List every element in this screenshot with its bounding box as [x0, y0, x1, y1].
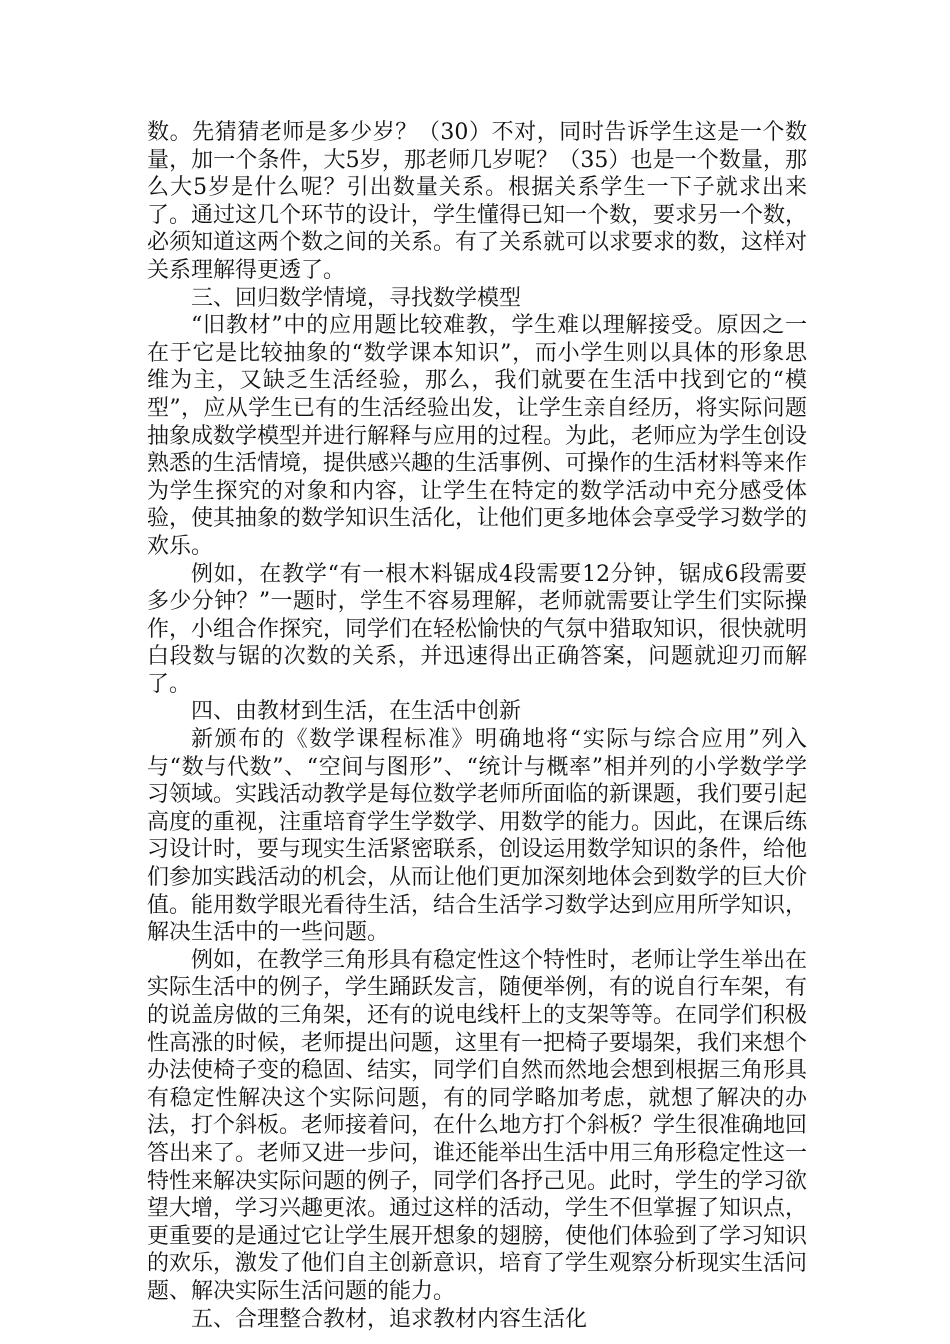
document-body — [147, 119, 807, 1333]
section-heading-5: 五、合理整合教材，追求教材内容生活化 — [191, 1306, 588, 1332]
paragraph: 例如，在教学三角形具有稳定性这个特性时，老师让学生举出在实际生活中的例子，学生踊跃发言，随便举例，有的说自行车架，有的说盖房做的三角架，还有的说电线杆上的支架等等。在同学们积极性高涨的时候，老师提出问题，这里有一把椅子要塌架，我们来想个办法使椅子变的稳固、结实，同学们自然而然地会想到根据三角形具有稳定性解决这个实际问题，有的同学略加考虑，就想了解决的办法，打个斜板。老师接着问，在什么地方打个斜板？学生很准确地回答出来了。老师又进一步问，谁还能举出生活中用三角形稳定性这一特性来解决实际问题的例子，同学们各抒己见。此时，学生的学习欲望大增，学习兴趣更浓。通过这样的活动，学生不但掌握了知识点，更重要的是通过它让学生展开想象的翅膀，使他们体验到了学习知识的欢乐，激发了他们自主创新意识，培育了学生观察分析现实生活问题、解决实际生活问题的能力。 — [147, 947, 808, 1304]
paragraph: 例如，在教学“有一根木料锯成4段需要12分钟，锯成6段需要多少分钟？”一题时，学生不容易理解，老师就需要让学生们实际操作，小组合作探究，同学们在轻松愉快的气氛中猎取知识，很快就明白段数与锯的次数的关系，并迅速得出正确答案，问题就迎刃而解了。 — [147, 561, 808, 697]
paragraph: 新颁布的《数学课程标准》明确地将“实际与综合应用”列入与“数与代数”、“空间与图形”、“统计与概率”相并列的小学数学学习领域。实践活动教学是每位数学老师所面临的新课题，我们要引起高度的重视，注重培育学生学数学、用数学的能力。因此，在课后练习设计时，要与现实生活紧密联系，创设运用数学知识的条件，给他们参加实践活动的机会，从而让他们更加深刻地体会到数学的巨大价值。能用数学眼光看待生活，结合生活学习数学达到应用所学知识，解决生活中的一些问题。 — [147, 727, 808, 946]
section-heading-4: 四、由教材到生活，在生活中创新 — [191, 699, 522, 725]
paragraph-continuation: 数。先猜猜老师是多少岁？（30）不对，同时告诉学生这是一个数量，加一个条件，大5岁，那老师几岁呢？（35）也是一个数量，那么大5岁是什么呢？引出数量关系。根据关系学生一下子就求出来了。通过这几个环节的设计，学生懂得已知一个数，要求另一个数，必须知道这两个数之间的关系。有了关系就可以求要求的数，这样对关系理解得更透了。 — [147, 120, 808, 283]
section-heading-3: 三、回归数学情境，寻找数学模型 — [191, 285, 522, 311]
paragraph: “旧教材”中的应用题比较难教，学生难以理解接受。原因之一在于它是比较抽象的“数学课本知识”，而小学生则以具体的形象思维为主，又缺乏生活经验，那么，我们就要在生活中找到它的“模型”，应从学生已有的生活经验出发，让学生亲自经历，将实际问题抽象成数学模型并进行解释与应用的过程。为此，老师应为学生创设熟悉的生活情境，提供感兴趣的生活事例、可操作的生活材料等来作为学生探究的对象和内容，让学生在特定的数学活动中充分感受体验，使其抽象的数学知识生活化，让他们更多地体会享受学习数学的欢乐。 — [147, 313, 808, 559]
